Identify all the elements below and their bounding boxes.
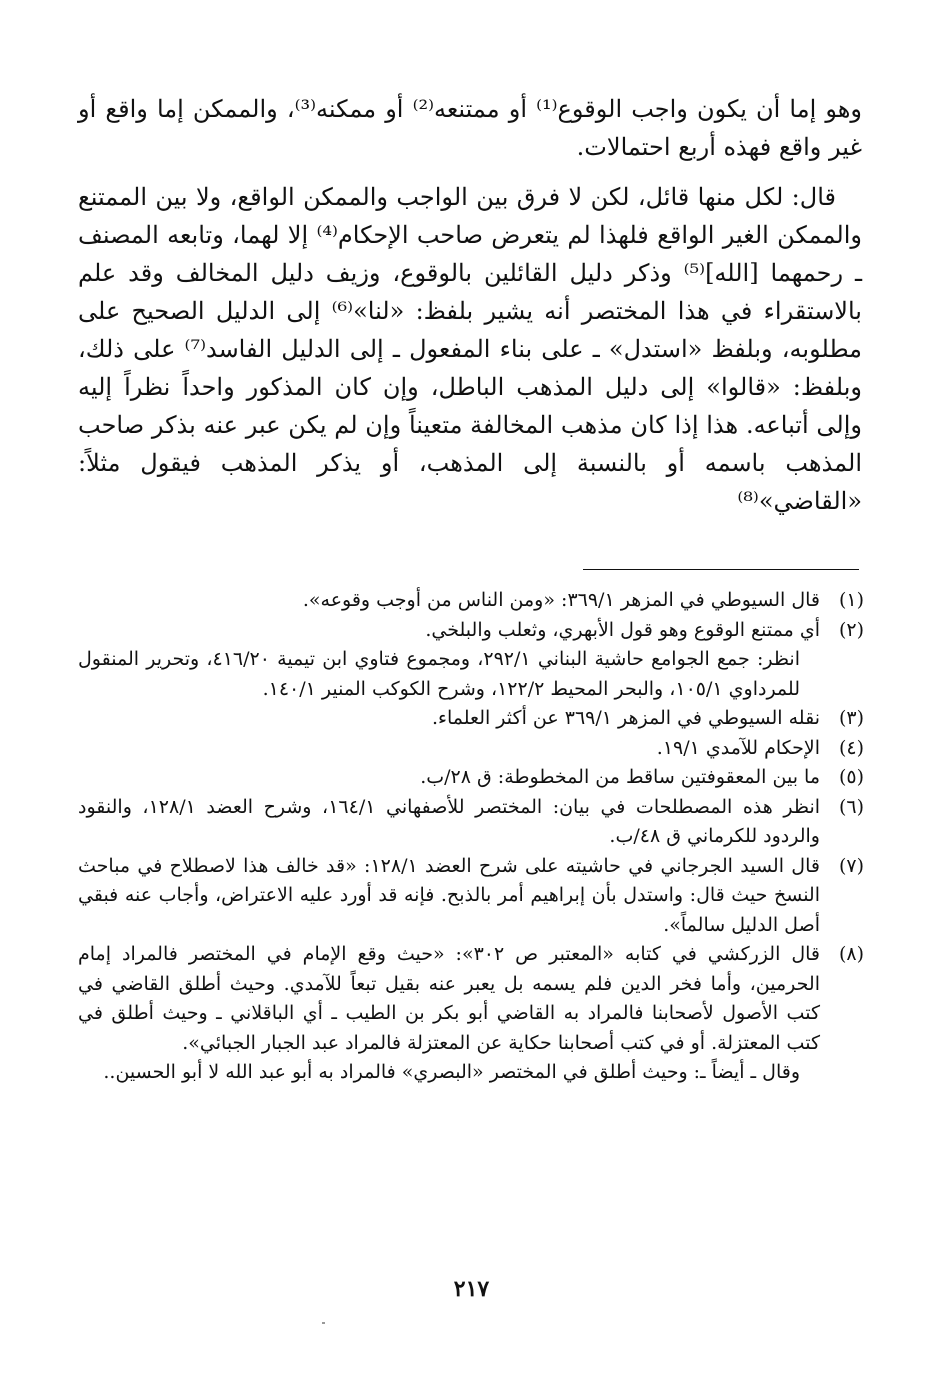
footnote-number: (٤) — [838, 736, 864, 759]
footnote-6 — [78, 793, 864, 852]
footnote-number: (٣) — [838, 707, 864, 729]
footnote-3 — [78, 704, 864, 734]
footnote-4 — [78, 734, 864, 764]
footnotes — [78, 586, 864, 1088]
footnote-text: ما بين المعقوفتين ساقط من المخطوطة: ق ٢٨/ب. — [420, 766, 820, 788]
footnote-text: الإحكام للآمدي ١٩/١. — [656, 736, 820, 759]
main-paragraph-2: قال: لكل منها قائل، لكن لا فرق بين الواجب والممكن الواقع، ولا بين الممتنع والممكن الغير الواقع فلهذا لم يتعرض صاحب الإحكام⁽⁴⁾ إلا لهما، وتابعه المصنف ـ رحمهما [الله]⁽⁵⁾ وذكر دليل القائلين بالوقوع، وزيف دليل المخالف وقد علم بالاستقراء في هذا المختصر أنه يشير بلفظ: «لنا»⁽⁶⁾ إلى الدليل الصحيح على مطلوبه، وبلفظ «استدل» ـ على بناء المفعول ـ إلى الدليل الفاسد⁽⁷⁾ على ذلك، وبلفظ: «قالوا» إلى دليل المذهب الباطل، وإن كان المذكور واحداً نظراً إليه وإلى أتباعه. هذا إذا كان مذهب المخالفة متعيناً وإن لم يكن عبر عنه بذكر صاحب المذهب باسمه أو بالنسبة إلى المذهب، أو يذكر المذهب فيقول مثلاً: «القاضي»⁽⁸⁾ — [78, 183, 862, 515]
footnote-number: (٥) — [838, 766, 864, 788]
footnote-separator — [583, 569, 859, 570]
footnote-number: (٨) — [838, 943, 864, 965]
footnote-number: (٧) — [838, 854, 864, 877]
scan-speck — [322, 1322, 325, 1324]
footnote-text: قال السيوطي في المزهر ٣٦٩/١: «ومن الناس من أوجب وقوعه». — [302, 589, 820, 611]
footnote-reference: انظر: جمع الجوامع حاشية البناني ٢٩٢/١، ومجموع فتاوي ابن تيمية ٤١٦/٢٠، وتحرير المنقول للمرداوي ١٠٥/١، والبحر المحيط ١٢٢/٢، وشرح الكوكب المنير ١٤٠/١. — [78, 648, 800, 700]
main-paragraph-1: وهو إما أن يكون واجب الوقوع⁽¹⁾ أو ممتنعه⁽²⁾ أو ممكنه⁽³⁾، والممكن إما واقع أو غير واقع فهذه أربع احتمالات. — [78, 95, 863, 161]
footnote-text: نقله السيوطي في المزهر ٣٦٩/١ عن أكثر العلماء. — [432, 707, 820, 729]
footnote-1 — [78, 586, 864, 616]
footnote-number: (١) — [838, 589, 864, 611]
footnote-7 — [78, 852, 864, 941]
footnote-text: قال السيد الجرجاني في حاشيته على شرح العضد ١٢٨/١: «قد خالف هذا لاصطلاح في مباحث النسخ حيث قال: واستدل بأن إبراهيم أمر بالذبح. فإنه قد أورد عليه الاعتراض، وأجاب عنه فبقي أصل الدليل سالماً». — [78, 854, 820, 936]
footnote-5 — [78, 763, 864, 793]
footnote-number: (٦) — [838, 795, 864, 818]
footnote-number: (٢) — [838, 618, 864, 641]
footnote-text: انظر هذه المصطلحات في بيان: المختصر للأصفهاني ١٦٤/١، وشرح العضد ١٢٨/١، والنقود والردود للكرماني ق ٤٨/ب. — [78, 795, 821, 847]
main-text — [78, 90, 862, 532]
page-number: ٢١٧ — [453, 1276, 490, 1302]
footnote-text: أي ممتنع الوقوع وهو قول الأبهري، وثعلب والبلخي. — [425, 618, 820, 641]
footnote-8 — [78, 940, 864, 1088]
footnote-continuation: وقال ـ أيضاً ـ: وحيث أطلق في المختصر «البصري» فالمراد به أبو عبد الله لا أبو الحسين.. — [103, 1061, 800, 1083]
footnote-2 — [78, 616, 864, 705]
footnote-text: قال الزركشي في كتابه «المعتبر ص ٣٠٢»: «حيث وقع الإمام في المختصر فالمراد إمام الحرمين، وأما فخر الدين فلم يسمه بل يعبر عنه بقيل تبعاً للآمدي. وحيث أطلق القاضي في كتب الأصول لأصحابنا فالمراد به القاضي أبو بكر بن الطيب ـ أي الباقلاني ـ وحيث أطلق في كتب المعتزلة. أو في كتب أصحابنا حكاية عن المعتزلة فالمراد عبد الجبار الجبائي». — [78, 943, 820, 1054]
